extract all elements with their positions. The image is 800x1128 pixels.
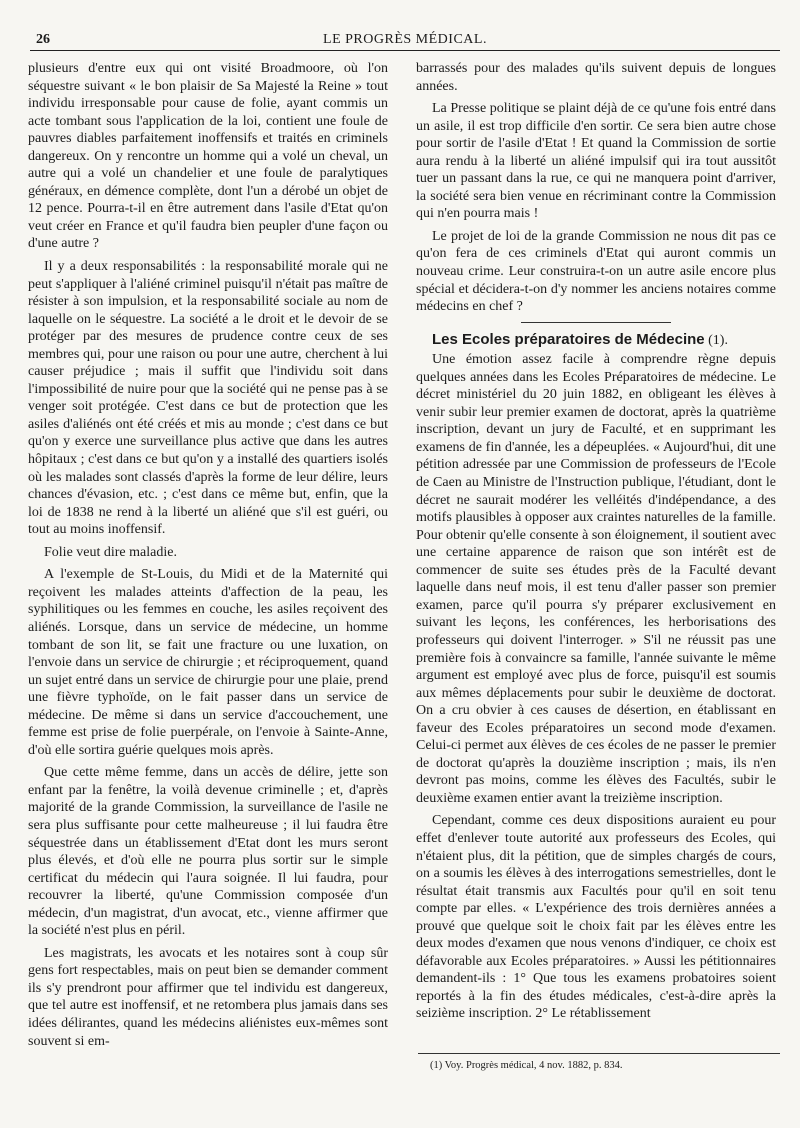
section-divider (521, 322, 671, 323)
journal-title: LE PROGRÈS MÉDICAL. (323, 32, 487, 47)
paragraph: Les magistrats, les avocats et les notaires sont à coup sûr gens fort respectables, mais on peut bien se demander comment ils s'y prendront pour affirmer que tel individu est dangereux, que tel autre est inoffensif, et ne retombera plus jamais dans ses idées délirantes, quand les médecins aliénistes eux-mêmes sont souvent si em- (28, 945, 388, 1049)
paragraph: Une émotion assez facile à comprendre règne depuis quelques années dans les Ecoles Préparatoires de médecine. Le décret ministériel du 20 juin 1882, en obligeant les élèves à venir subir leur premier examen de doctorat, après la quatrième inscription, devant un jury de Faculté, et en supprimant les examens de fin d'année, les a dépeuplées. « Aujourd'hui, dit une pétition adressée par une Commission de professeurs de l'Ecole de Caen au Ministre de l'Instruction publique, l'étudiant, dont le décret ne saurait modérer les velléités d'indépendance, a des motifs plausibles à opposer aux craintes naturelles de la famille. Pour obtenir qu'elle consente à son éloignement, il soutient avec une certaine apparence de raison que son intérêt est de commencer de suite ses études près de la Faculté devant laquelle dans neuf mois, il est tenu d'aller passer son premier examen, parce qu'il pourra s'y préparer exclusivement en suivant les leçons, les conférences, les herborisations des professeurs qui doivent l'interroger. » S'il ne réussit pas une première fois à convaincre sa famille, l'année suivante le même argument est employé avec plus de force, puisqu'il est soumis aux mêmes déplacements pour subir le deuxième de doctorat. On a cru obvier à ces causes de désertion, en établissant en faveur des Ecoles préparatoires un second mode d'examen. Celui-ci permet aux élèves de ces écoles de ne passer le premier de doctorat qu'après la douzième inscription ; mais, ils n'en devront pas moins, comme les élèves des Facultés, subir le deuxième examen entier avant la treizième inscription. (416, 352, 776, 806)
section-title: Les Ecoles préparatoires de Médecine (432, 330, 705, 348)
paragraph: Que cette même femme, dans un accès de délire, jette son enfant par la fenêtre, la voilà devenue criminelle ; et, d'après majorité de la grande Commission, la surveillance de l'asile ne sera plus suffisante pour cette malheureuse ; il lui faudra être séquestrée dans un établissement d'Etat dont les murs seront plus élevés, et d'où elle ne pourra plus sortir sur le simple certificat du médecin qui l'aura soignée. Il lui faudra, pour recouvrer la liberté, qu'une Commission composée d'un médecin, d'un magistrat, d'un avocat, etc., vienne affirmer que la société n'est plus en péril. (28, 765, 388, 939)
paragraph: barrassés pour des malades qu'ils suivent depuis de longues années. (416, 61, 776, 94)
running-header (30, 28, 780, 51)
paragraph: Cependant, comme ces deux dispositions auraient eu pour effet d'enlever toute autorité aux professeurs des Ecoles, qui n'étaient plus, dit la pétition, que de simples chargés de cours, on a soumis les élèves à des interrogations semestrielles, dont le résultat était transmis aux Facultés pour qu'il en soit tenu compte par elles. « L'expérience des trois dernières années a prouvé que quelque soit le choix fait par les élèves entre les deux modes d'examen que nous venons d'indiquer, ce choix est défavorable aux Ecoles préparatoires. » Aussi les pétitionnaires demandent-ils : 1° Que tous les examens probatoires soient reportés à la fin des études médicales, c'est-à-dire après la seizième inscription. 2° Le rétablissement (416, 813, 776, 1022)
page-number: 26 (36, 32, 50, 47)
paragraph: Le projet de loi de la grande Commission ne nous dit pas ce qu'on fera de ces criminels d'Etat qui auront commis un nouveau crime. Leur construira-t-on un autre asile encore plus spécial et décidera-t-on d'y nommer les anciens notaires comme médecins en chef ? (416, 228, 776, 315)
footnote-divider (418, 1053, 780, 1054)
paragraph: La Presse politique se plaint déjà de ce qu'une fois entré dans un asile, il est trop difficile d'en sortir. Ce sera bien autre chose pour sortir de l'asile d'Etat ! Et quand la Commission de sortie aura rendu à la liberté un aliéné impulsif qui ira tout aussitôt tuer un passant dans la rue, ce qui ne manquera point d'arriver, la société sera bien venue en récriminant contre la Commission qui n'en pourra mais ! (416, 101, 776, 222)
left-column (28, 60, 388, 1055)
right-column (416, 60, 776, 1028)
section-heading (416, 331, 776, 350)
paragraph: Folie veut dire maladie. (44, 544, 177, 560)
footnote: (1) Voy. Progrès médical, 4 nov. 1882, p. 834. (430, 1060, 623, 1071)
footnote-reference: (1). (704, 332, 728, 348)
paragraph: plusieurs d'entre eux qui ont visité Broadmoore, où l'on séquestre suivant « le bon plaisir de Sa Majesté la Reine » tout individu irresponsable pour cause de folie, ayant commis un acte tombant sous l'application de la loi, contient une foule de pauvres diables parfaitement inoffensifs et traités en criminels dangereux. On y rencontre un homme qui a volé un cheval, un autre qui a volé un chandelier et une foule de paralytiques généraux, en démence complète, dont l'un a dérobé un objet de 12 pence. Pourra-t-il en être autrement dans l'asile d'Etat qu'on veut créer en France et qu'il faudra bien peupler d'une façon ou d'une autre ? (28, 61, 388, 252)
paragraph: Il y a deux responsabilités : la responsabilité morale qui ne peut s'appliquer à l'aliéné criminel puisqu'il n'était pas maître de résister à son impulsion, et la responsabilité sociale au nom de laquelle on le séquestre. La société a le droit et le devoir de se protéger par des mesures de prudence contre ceux de ses membres qui, pour une raison ou pour une autre, cherchent à lui causer préjudice ; mais il suffit que l'individu soit dans l'impossibilité de nuire pour que la société qui ne pense pas à se venger soit protégée. C'est dans ce but de protection que les asiles d'aliénés ont été créés et mis au monde ; c'est dans ce but qu'on y exerce une surveillance plus active que dans les autres hôpitaux ; c'est dans ce but qu'on y a installé des quartiers isolés où les malades sont classés d'après la forme de leur délire, leurs chances d'évasion, etc. ; c'est dans ce même but, enfin, que la loi de 1838 ne rend à la liberté un aliéné que s'il est guéri, ou tout au moins inoffensif. (28, 259, 388, 538)
paragraph: A l'exemple de St-Louis, du Midi et de la Maternité qui reçoivent les malades atteints d'affection de la peau, les syphilitiques ou les femmes en couche, les asiles reçoivent des aliénés. Lorsque, dans un service de médecine, un homme tombant de son lit, se fait une fracture ou une luxation, on l'envoie dans un service de chirurgie ; et réciproquement, quand un sujet entré dans un service de chirurgie pour une plaie, prend une fièvre typhoïde, on le fait passer dans un service de médecine. De même si dans un service d'accouchement, une femme est prise de folie puerpérale, on l'envoie à Sainte-Anne, d'où elle sortira guérie quelques mois après. (28, 567, 388, 758)
